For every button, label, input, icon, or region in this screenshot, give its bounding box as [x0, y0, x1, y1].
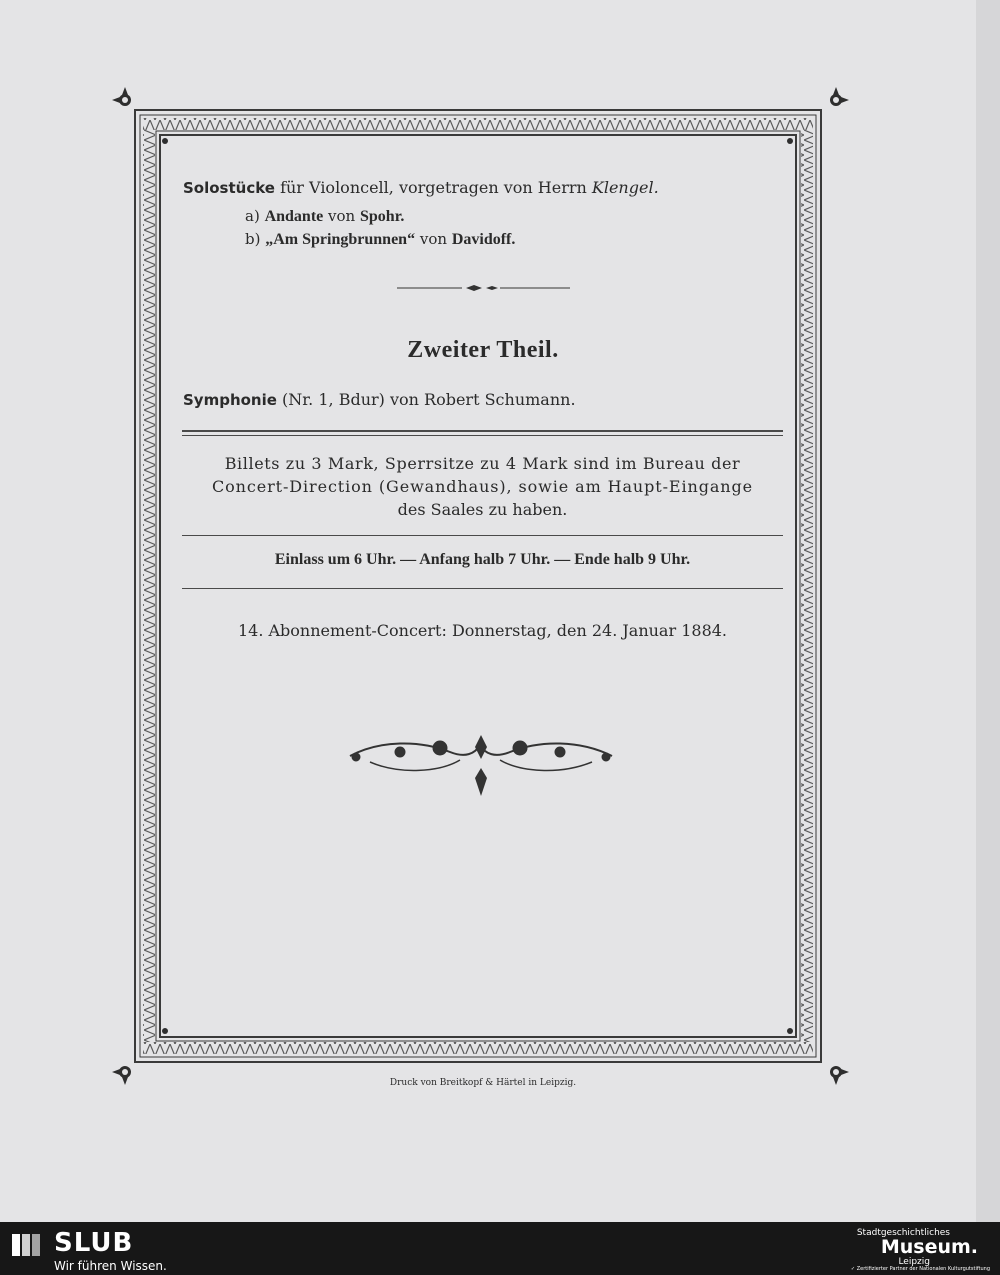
ticket-line-3: des Saales zu haben.	[397, 500, 568, 519]
printer-imprint: Druck von Breitkopf & Härtel in Leipzig.	[389, 1078, 577, 1088]
solo-line	[183, 178, 659, 197]
double-rule-top	[182, 430, 783, 432]
symphony-detail: (Nr. 1, Bdur) von Robert Schumann.	[282, 390, 576, 409]
double-rule-bottom	[182, 435, 783, 436]
admission-times: Einlass um 6 Uhr. — Anfang halb 7 Uhr. — Ende halb 9 Uhr.	[274, 551, 691, 568]
item-b-composer: Davidoff.	[451, 231, 516, 248]
item-a-title: Andante	[264, 208, 324, 225]
symphony-line	[183, 390, 576, 409]
museum-name: Museum.	[880, 1236, 978, 1258]
museum-certification: ✓ Zertifizierter Partner der Nationalen Kulturgutstiftung	[850, 1266, 990, 1272]
program-item-b	[245, 230, 515, 249]
symphony-label: Symphonie	[183, 391, 277, 409]
slub-slogan: Wir führen Wissen.	[54, 1259, 167, 1273]
ticket-line-1: Billets zu 3 Mark, Sperrsitze zu 4 Mark sind im Bureau der	[224, 454, 741, 473]
item-b-title: „Am Springbrunnen“	[265, 231, 416, 248]
rule-above-times	[182, 535, 783, 536]
next-concert: 14. Abonnement-Concert: Donnerstag, den 24. Januar 1884.	[237, 621, 728, 640]
program-item-a	[245, 207, 404, 226]
item-b-marker: b)	[245, 230, 261, 248]
ticket-line-2: Concert-Direction (Gewandhaus), sowie am Haupt-Eingange	[211, 477, 753, 496]
solo-title: Solostücke	[183, 179, 275, 197]
slub-logo-icon	[10, 1230, 42, 1260]
museum-top-label: Stadtgeschichtliches	[856, 1228, 950, 1238]
item-a-composer: Spohr.	[360, 208, 405, 225]
part-two-heading: Zweiter Theil.	[407, 337, 559, 363]
item-b-von: von	[419, 230, 448, 248]
solo-performer: Klengel.	[591, 178, 659, 197]
museum-city: Leipzig	[898, 1257, 930, 1267]
rule-below-times	[182, 588, 783, 589]
solo-description: für Violoncell, vorgetragen von Herrn	[280, 178, 587, 197]
ticket-info	[182, 452, 783, 521]
paper-edge	[976, 0, 1000, 1222]
item-a-von: von	[328, 207, 356, 225]
slub-name: SLUB	[54, 1228, 134, 1258]
item-a-marker: a)	[245, 207, 260, 225]
